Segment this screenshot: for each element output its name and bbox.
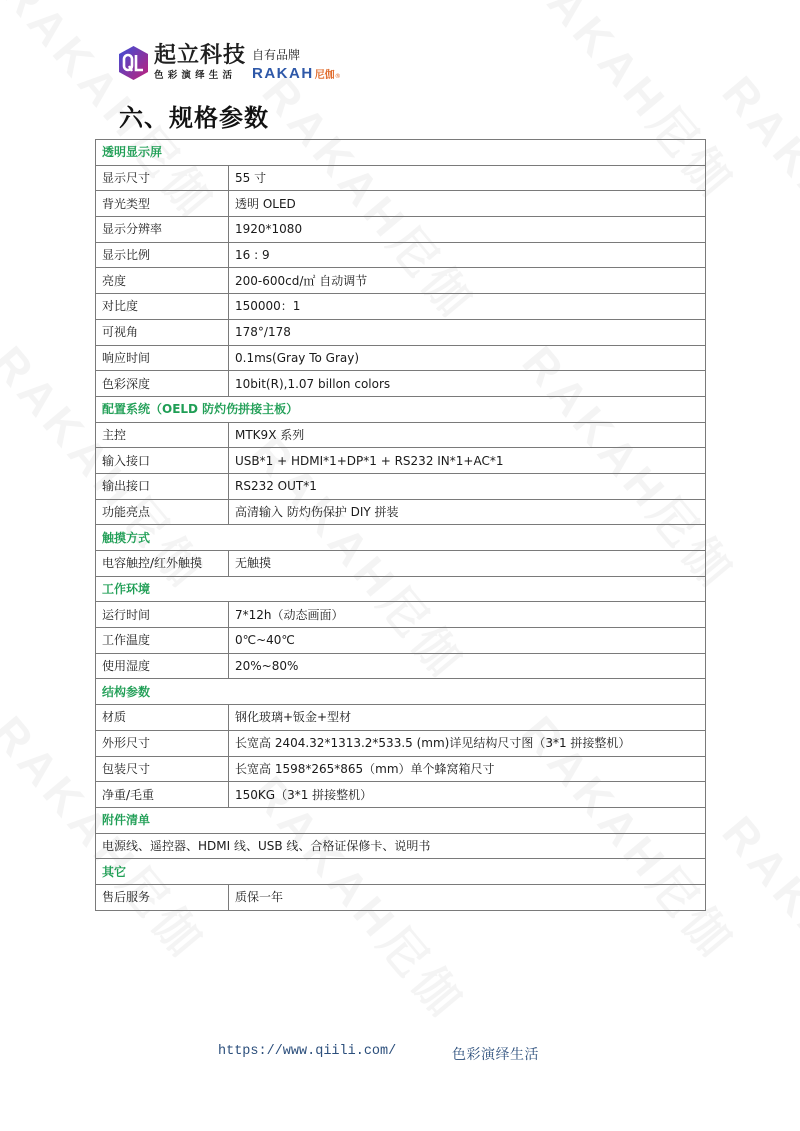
table-row	[96, 756, 706, 782]
table-row	[96, 499, 706, 525]
spec-value: 长宽高 1598*265*865（mm）单个蜂窝箱尺寸	[229, 756, 706, 782]
table-row	[96, 268, 706, 294]
spec-label: 运行时间	[96, 602, 229, 628]
table-row	[96, 653, 706, 679]
company-brand	[154, 44, 246, 82]
spec-label: 使用湿度	[96, 653, 229, 679]
table-row	[96, 319, 706, 345]
watermark-text	[709, 60, 800, 332]
spec-value: 0.1ms(Gray To Gray)	[229, 345, 706, 371]
section-title: 结构参数	[96, 679, 706, 705]
spec-label: 显示尺寸	[96, 165, 229, 191]
spec-value: 16 : 9	[229, 242, 706, 268]
spec-label: 输出接口	[96, 473, 229, 499]
spec-value: 钢化玻璃+钣金+型材	[229, 705, 706, 731]
spec-label: 主控	[96, 422, 229, 448]
section-header-row	[96, 859, 706, 885]
section-header-row	[96, 525, 706, 551]
spec-value: 0℃~40℃	[229, 628, 706, 654]
watermark-text	[709, 800, 800, 1072]
spec-value: 55 寸	[229, 165, 706, 191]
ql-hexagon-logo-icon	[117, 45, 150, 81]
table-row	[96, 165, 706, 191]
spec-label: 材质	[96, 705, 229, 731]
spec-label: 显示分辨率	[96, 217, 229, 243]
footer-slogan: 色彩演绎生活	[452, 1047, 539, 1063]
section-title: 透明显示屏	[96, 140, 706, 166]
spec-label: 工作温度	[96, 628, 229, 654]
table-row	[96, 551, 706, 577]
accessory-list: 电源线、遥控器、HDMI 线、USB 线、合格证保修卡、说明书	[96, 833, 706, 859]
section-header-row	[96, 396, 706, 422]
spec-value: 10bit(R),1.07 billon colors	[229, 371, 706, 397]
spec-value: 20%~80%	[229, 653, 706, 679]
section-header-row	[96, 576, 706, 602]
section-title: 工作环境	[96, 576, 706, 602]
spec-label: 输入接口	[96, 448, 229, 474]
section-title: 触摸方式	[96, 525, 706, 551]
spec-label: 售后服务	[96, 884, 229, 910]
section-header-row	[96, 679, 706, 705]
table-row	[96, 473, 706, 499]
table-row	[96, 448, 706, 474]
rakah-brand-en: RAKAH	[252, 65, 314, 82]
spec-label: 响应时间	[96, 345, 229, 371]
own-brand-label: 自有品牌	[252, 48, 301, 62]
table-row	[96, 217, 706, 243]
table-row	[96, 705, 706, 731]
page-title: 六、规格参数	[119, 104, 269, 132]
spec-value: 质保一年	[229, 884, 706, 910]
table-row	[96, 242, 706, 268]
spec-value: 无触摸	[229, 551, 706, 577]
spec-value: 7*12h（动态画面）	[229, 602, 706, 628]
spec-value: 透明 OLED	[229, 191, 706, 217]
table-row	[96, 294, 706, 320]
spec-value: USB*1 + HDMI*1+DP*1 + RS232 IN*1+AC*1	[229, 448, 706, 474]
spec-value: 高清输入 防灼伤保护 DIY 拼装	[229, 499, 706, 525]
spec-label: 包装尺寸	[96, 756, 229, 782]
spec-value: 178°/178	[229, 319, 706, 345]
spec-label: 显示比例	[96, 242, 229, 268]
table-row	[96, 884, 706, 910]
document-header	[117, 43, 341, 83]
spec-label: 亮度	[96, 268, 229, 294]
spec-value: RS232 OUT*1	[229, 473, 706, 499]
rakah-logo	[252, 66, 341, 81]
spec-label: 对比度	[96, 294, 229, 320]
spec-value: 150KG（3*1 拼接整机）	[229, 782, 706, 808]
spec-label: 色彩深度	[96, 371, 229, 397]
spec-value: 1920*1080	[229, 217, 706, 243]
spec-table	[95, 139, 706, 911]
rakah-brand-cn: 尼伽	[314, 70, 335, 81]
table-row	[96, 371, 706, 397]
table-row	[96, 345, 706, 371]
table-row	[96, 730, 706, 756]
spec-label: 净重/毛重	[96, 782, 229, 808]
section-header-row	[96, 807, 706, 833]
spec-label: 背光类型	[96, 191, 229, 217]
section-title: 配置系统（OELD 防灼伤拼接主板）	[96, 396, 706, 422]
section-title: 附件清单	[96, 807, 706, 833]
registered-mark-icon: ®	[334, 73, 341, 80]
table-row	[96, 191, 706, 217]
table-row	[96, 782, 706, 808]
company-name: 起立科技	[154, 43, 247, 68]
table-row	[96, 628, 706, 654]
spec-value: 长宽高 2404.32*1313.2*533.5 (mm)详见结构尺寸图（3*1 拼接整机）	[229, 730, 706, 756]
spec-label: 电容触控/红外触摸	[96, 551, 229, 577]
table-row	[96, 833, 706, 859]
company-slogan: 色彩演绎生活	[154, 70, 237, 81]
spec-label: 可视角	[96, 319, 229, 345]
spec-value: MTK9X 系列	[229, 422, 706, 448]
spec-label: 外形尺寸	[96, 730, 229, 756]
section-title: 其它	[96, 859, 706, 885]
page-footer	[0, 1044, 800, 1064]
spec-value: 200-600cd/㎡ 自动调节	[229, 268, 706, 294]
own-brand	[252, 47, 341, 81]
spec-label: 功能亮点	[96, 499, 229, 525]
website-link[interactable]: https://www.qiili.com/	[218, 1044, 397, 1059]
table-row	[96, 602, 706, 628]
section-header-row	[96, 140, 706, 166]
spec-value: 150000：1	[229, 294, 706, 320]
table-row	[96, 422, 706, 448]
